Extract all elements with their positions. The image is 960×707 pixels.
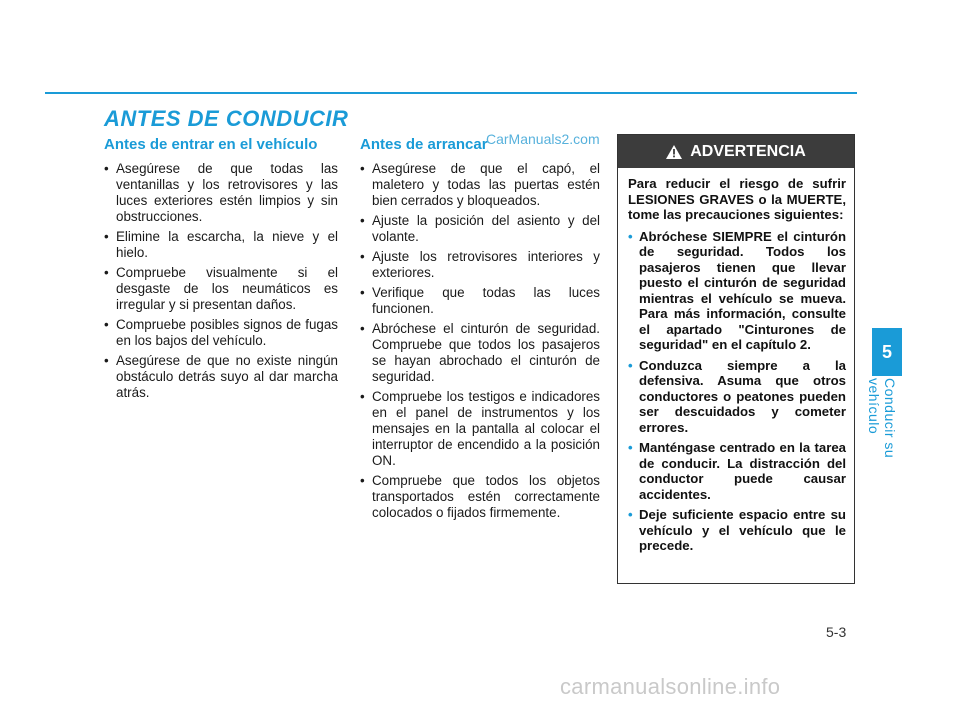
list-item: • Ajuste los retrovisores interiores y exteriores. — [360, 249, 600, 281]
warning-list — [628, 229, 846, 554]
list-item: • Asegúrese de que el capó, el maletero y todas las puertas estén bien cerrados y bloqueados. — [360, 161, 600, 209]
warning-item: • Deje suficiente espacio entre su vehículo y el vehículo que le precede. — [628, 507, 846, 554]
warning-title: ADVERTENCIA — [690, 142, 806, 160]
list-item: • Abróchese el cinturón de seguridad. Compruebe que todos los pasajeros se hayan abrochado el cinturón de seguridad. — [360, 321, 600, 385]
column-before-entering — [104, 136, 338, 405]
warning-intro: Para reducir el riesgo de sufrir LESIONES GRAVES o la MUERTE, tome las precauciones siguientes: — [628, 176, 846, 222]
warning-triangle-icon — [666, 145, 682, 159]
warning-item: • Conduzca siempre a la defensiva. Asuma que otros conductores o peatones pueden ser descuidados y cometer errores. — [628, 358, 846, 436]
list-item: • Asegúrese de que no existe ningún obstáculo detrás suyo al dar marcha atrás. — [104, 353, 338, 401]
section-title: ANTES DE CONDUCIR — [104, 106, 349, 131]
checklist-before-entering — [104, 161, 338, 401]
list-item: • Compruebe visualmente si el desgaste de los neumáticos es irregular y si presentan daños. — [104, 265, 338, 313]
footer-site-watermark[interactable]: carmanualsonline.info — [560, 674, 781, 699]
warning-item: • Abróchese SIEMPRE el cinturón de seguridad. Todos los pasajeros tienen que llevar puesto el cinturón de seguridad mientras el vehículo se mueva. Para más información, consulte el apartado "Cinturones de seguridad" en el capítulo 2. — [628, 229, 846, 353]
checklist-before-starting — [360, 161, 600, 521]
page-number: 5-3 — [826, 624, 847, 640]
subheading-before-entering: Antes de entrar en el vehículo — [104, 136, 318, 153]
subheading-before-starting: Antes de arrancar — [360, 136, 488, 153]
chapter-tab[interactable]: 5 — [872, 328, 902, 376]
list-item: • Elimine la escarcha, la nieve y el hielo. — [104, 229, 338, 261]
column-before-starting — [360, 136, 600, 525]
list-item: • Compruebe posibles signos de fugas en los bajos del vehículo. — [104, 317, 338, 349]
top-rule — [45, 92, 857, 94]
list-item: • Asegúrese de que todas las ventanillas y los retrovisores y las luces exteriores estén limpios y sin obstrucciones. — [104, 161, 338, 225]
warning-box — [617, 134, 855, 584]
warning-item: • Manténgase centrado en la tarea de conducir. La distracción del conductor puede causar accidentes. — [628, 440, 846, 502]
list-item: • Compruebe los testigos e indicadores en el panel de instrumentos y los mensajes en la pantalla al colocar el interruptor de encendido a la posición ON. — [360, 389, 600, 469]
warning-header — [618, 135, 854, 168]
watermark-link[interactable]: CarManuals2.com — [486, 131, 600, 147]
chapter-label: Conducir su vehículo — [866, 378, 898, 459]
warning-body — [618, 168, 854, 554]
list-item: • Verifique que todas las luces funcionen. — [360, 285, 600, 317]
list-item: • Ajuste la posición del asiento y del volante. — [360, 213, 600, 245]
list-item: • Compruebe que todos los objetos transportados estén correctamente colocados o fijados firmemente. — [360, 473, 600, 521]
